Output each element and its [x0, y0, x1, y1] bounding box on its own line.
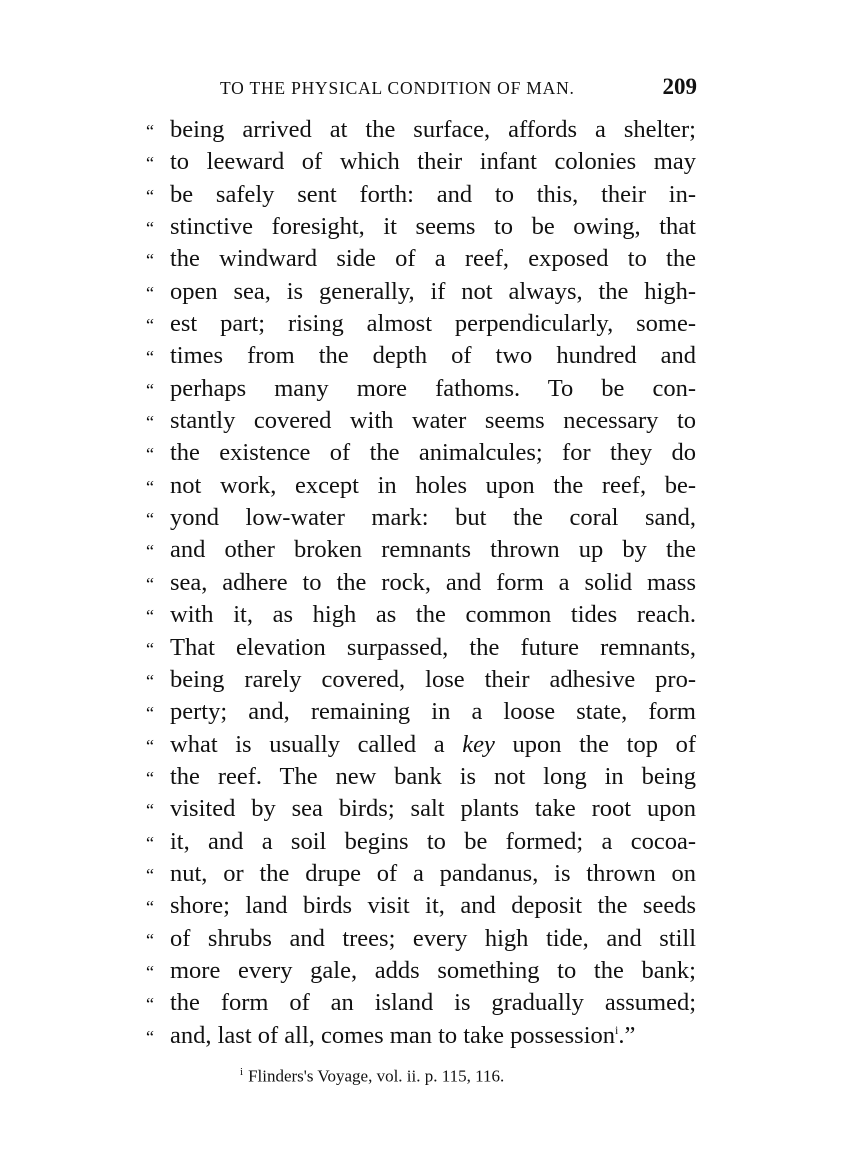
quote-mark: “ — [146, 509, 154, 530]
text-line — [146, 116, 696, 148]
line-text: being rarely covered, lose their adhesive pro- — [170, 665, 696, 693]
line-text — [170, 1022, 696, 1050]
text-line — [146, 148, 696, 180]
line-text: and other broken remnants thrown up by the — [170, 536, 696, 564]
text-line — [146, 569, 696, 601]
footnote-reference: i — [615, 1022, 619, 1037]
quote-mark: “ — [146, 800, 154, 821]
text-line — [146, 181, 696, 213]
line-text: perhaps many more fathoms. To be con- — [170, 374, 696, 402]
line-text: the reef. The new bank is not long in being — [170, 762, 696, 790]
line-text: visited by sea birds; salt plants take root upon — [170, 795, 696, 823]
line-text: with it, as high as the common tides reach. — [170, 601, 696, 629]
quote-mark: “ — [146, 929, 154, 950]
line-text: the windward side of a reef, exposed to the — [170, 245, 696, 273]
page-number: 209 — [662, 74, 697, 99]
text-line — [146, 278, 696, 310]
quote-mark: “ — [146, 185, 154, 206]
line-text: to leeward of which their infant colonies may — [170, 148, 696, 176]
line-text: shore; land birds visit it, and deposit the seeds — [170, 892, 696, 920]
line-text: more every gale, adds something to the bank; — [170, 956, 696, 984]
text-line — [146, 310, 696, 342]
line-text: times from the depth of two hundred and — [170, 342, 696, 370]
text-line — [146, 925, 696, 957]
text-line — [146, 601, 696, 633]
quote-mark: “ — [146, 250, 154, 271]
text-line — [146, 634, 696, 666]
text-line — [146, 731, 696, 763]
quote-mark: “ — [146, 703, 154, 724]
text-line — [146, 892, 696, 924]
footnote-text: Flinders's Voyage, vol. ii. p. 115, 116. — [248, 1066, 505, 1086]
text-line — [146, 1022, 696, 1054]
line-text-part: upon the top of — [494, 730, 696, 758]
quote-mark: “ — [146, 606, 154, 627]
quote-mark: “ — [146, 961, 154, 982]
running-header — [168, 74, 703, 104]
quote-mark: “ — [146, 832, 154, 853]
line-text: open sea, is generally, if not always, the high- — [170, 277, 696, 305]
line-text: est part; rising almost perpendicularly, some- — [170, 310, 696, 338]
quote-mark: “ — [146, 638, 154, 659]
quote-mark: “ — [146, 541, 154, 562]
line-text: stinctive foresight, it seems to be owing, that — [170, 213, 696, 241]
footnote-mark: i — [240, 1066, 244, 1078]
quote-mark: “ — [146, 347, 154, 368]
line-text: stantly covered with water seems necessary to — [170, 407, 696, 435]
quote-mark: “ — [146, 767, 154, 788]
text-line — [146, 698, 696, 730]
text-line — [146, 245, 696, 277]
quote-mark: “ — [146, 476, 154, 497]
line-text-part: .” — [618, 1021, 636, 1049]
text-line — [146, 536, 696, 568]
line-text: That elevation surpassed, the future remnants, — [170, 633, 696, 661]
quote-mark: “ — [146, 282, 154, 303]
line-text: not work, except in holes upon the reef, be- — [170, 471, 696, 499]
line-text: nut, or the drupe of a pandanus, is thrown on — [170, 859, 696, 887]
quote-mark: “ — [146, 379, 154, 400]
line-text-part: and, last of all, comes man to take possession — [170, 1021, 615, 1049]
quote-mark: “ — [146, 153, 154, 174]
text-line — [146, 795, 696, 827]
text-line — [146, 213, 696, 245]
text-line — [146, 375, 696, 407]
quote-mark: “ — [146, 444, 154, 465]
quote-mark: “ — [146, 412, 154, 433]
line-text: it, and a soil begins to be formed; a cocoa- — [170, 827, 696, 855]
text-line — [146, 666, 696, 698]
quote-mark: “ — [146, 121, 154, 141]
quote-mark: “ — [146, 864, 154, 885]
quote-mark: “ — [146, 1026, 154, 1047]
line-text: perty; and, remaining in a loose state, form — [170, 698, 696, 726]
quote-mark: “ — [146, 994, 154, 1015]
line-text: the existence of the animalcules; for they do — [170, 439, 696, 467]
line-text: be safely sent forth: and to this, their in- — [170, 180, 696, 208]
line-text: the form of an island is gradually assumed; — [170, 989, 696, 1017]
quoted-passage — [146, 116, 696, 1054]
quote-mark: “ — [146, 735, 154, 756]
quote-mark: “ — [146, 315, 154, 336]
text-line — [146, 472, 696, 504]
running-title: TO THE PHYSICAL CONDITION OF MAN. — [220, 78, 575, 98]
line-text: yond low-water mark: but the coral sand, — [170, 504, 696, 532]
italic-term: key — [462, 730, 495, 758]
text-line — [146, 407, 696, 439]
text-line — [146, 504, 696, 536]
text-line — [146, 989, 696, 1021]
line-text: sea, adhere to the rock, and form a solid mass — [170, 568, 696, 596]
line-text: being arrived at the surface, affords a shelter; — [170, 116, 696, 143]
text-line — [146, 342, 696, 374]
quote-mark: “ — [146, 218, 154, 239]
line-text: of shrubs and trees; every high tide, and still — [170, 924, 696, 952]
text-line — [146, 957, 696, 989]
quote-mark: “ — [146, 573, 154, 594]
text-line — [146, 439, 696, 471]
text-line — [146, 860, 696, 892]
line-text — [170, 731, 696, 759]
text-line — [146, 763, 696, 795]
quote-mark: “ — [146, 897, 154, 918]
quote-mark: “ — [146, 670, 154, 691]
footnote — [240, 1066, 504, 1087]
text-line — [146, 828, 696, 860]
line-text-part: what is usually called a — [170, 730, 463, 758]
